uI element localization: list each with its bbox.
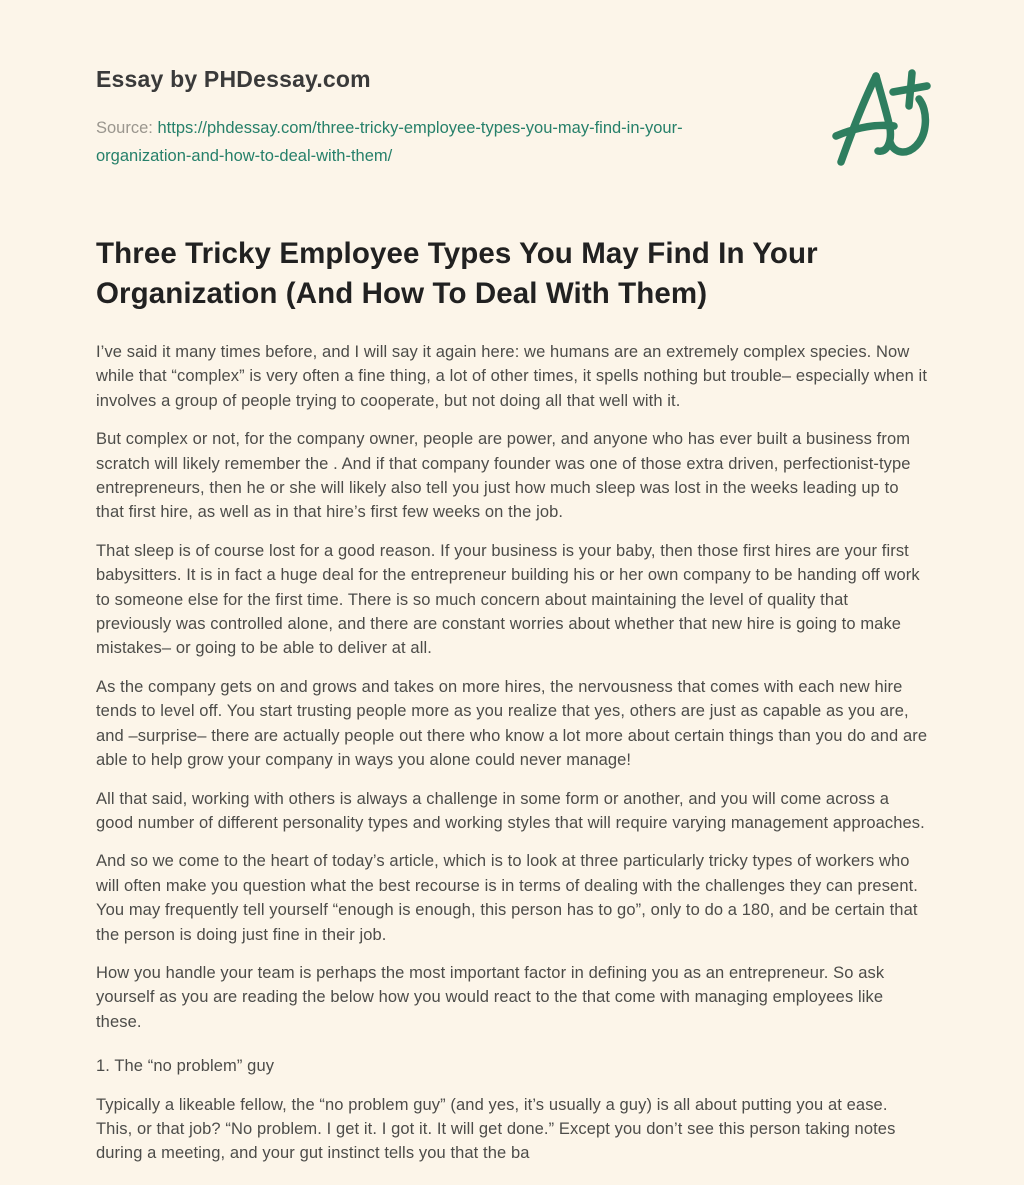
essay-closing-paragraph: Typically a likeable fellow, the “no problem guy” (and yes, it’s usually a guy) is all about putting you at ease. This, or that job? “No problem. I get it. I got it. It will get done.” Except you don’t see this person taking notes during a meeting, and your gut instinct tells you that the ba [96, 1095, 896, 1163]
site-byline: Essay by PHDessay.com [96, 66, 371, 92]
source-url-link[interactable]: https://phdessay.com/three-tricky-employee-types-you-may-find-in-your-organization-and-how-to-deal-with-them/ [96, 119, 683, 165]
source-line [96, 114, 741, 170]
section-heading-no-problem-guy: 1. The “no problem” guy [96, 1057, 275, 1076]
essay-paragraph-7: How you handle your team is perhaps the most important factor in defining you as an entrepreneur. So ask yourself as you are reading the below how you would react to the that come with managing employees like these. [96, 963, 885, 1031]
essay-body [96, 340, 928, 1166]
essay-paragraph-3: That sleep is of course lost for a good reason. If your business is your baby, then those first hires are your first babysitters. It is in fact a huge deal for the entrepreneur building his or her own company to be handing off work to someone else for the first time. There is so much concern about maintaining the level of quality that previously was controlled alone, and there are constant worries about whether that new hire is going to make mistakes– or going to be able to deliver at all. [96, 541, 920, 658]
a-plus-icon [830, 66, 932, 166]
essay-paragraph-4: As the company gets on and grows and takes on more hires, the nervousness that comes with each new hire tends to level off. You start trusting people more as you realize that yes, others are just as capable as you are, and –surprise– there are actually people out there who know a lot more about certain things than you do and are able to help grow your company in ways you alone could never manage! [96, 677, 928, 770]
essay-paragraph-6: And so we come to the heart of today’s article, which is to look at three particularly tricky types of workers who will often make you question what the best recourse is in terms of dealing with the challenges they can present. You may frequently tell yourself “enough is enough, this person has to go”, only to do a 180, and be certain that the person is doing just fine in their job. [96, 852, 918, 944]
essay-paragraph-5: All that said, working with others is always a challenge in some form or another, and you will come across a good number of different personality types and working styles that will require varying management approaches. [96, 789, 925, 832]
essay-title: Three Tricky Employee Types You May Find In Your Organization (And How To Deal With Them) [96, 237, 818, 310]
source-label: Source: [96, 119, 153, 137]
document-header [96, 66, 928, 170]
essay-paragraph-2: But complex or not, for the company owner, people are power, and anyone who has ever built a business from scratch will likely remember the . And if that company founder was one of those extra driven, perfectionist-type entrepreneurs, then he or she will likely also tell you just how much sleep was lost in the weeks leading up to that first hire, as well as in that hire’s first few weeks on the job. [96, 430, 911, 522]
essay-paragraph-1: I’ve said it many times before, and I will say it again here: we humans are an extremely complex species. Now while that “complex” is very often a fine thing, a lot of other times, it spells nothing but trouble– especially when it involves a group of people trying to cooperate, but not doing all that well with it. [96, 343, 928, 410]
phdessay-a-plus-logo-icon [830, 66, 932, 166]
